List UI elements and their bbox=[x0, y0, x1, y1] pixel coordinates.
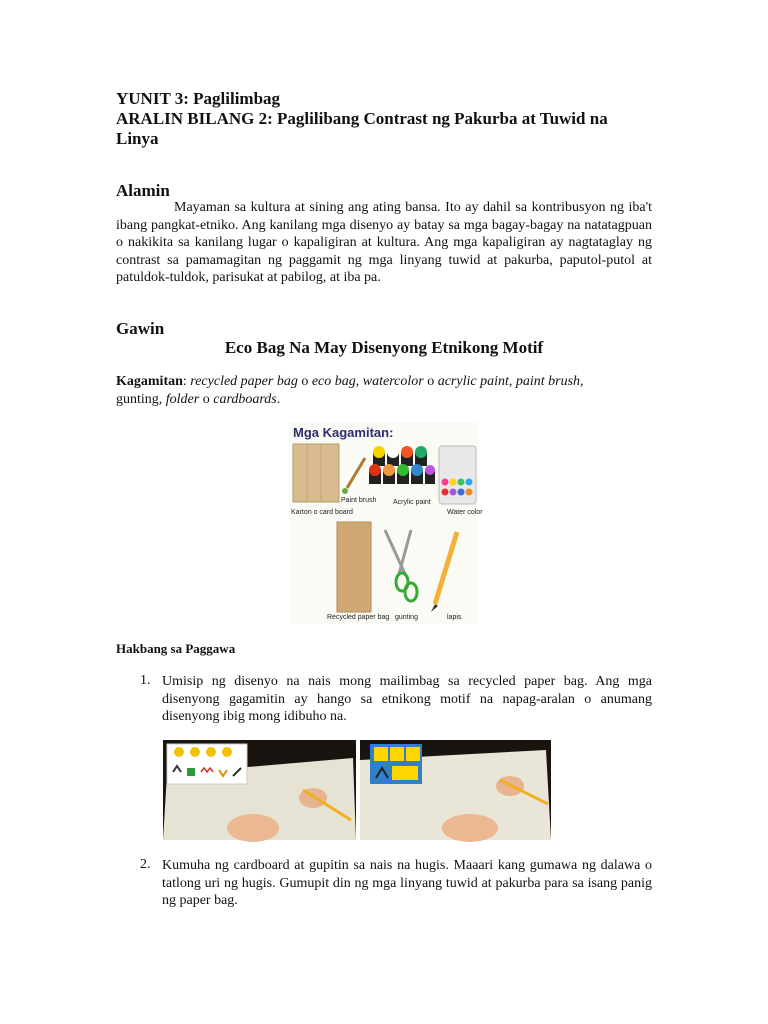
step-number: 2. bbox=[140, 857, 151, 872]
label-brush: Paint brush bbox=[341, 497, 377, 504]
gawin-heading: Gawin bbox=[116, 319, 165, 338]
material-acrylic: acrylic paint bbox=[437, 374, 509, 389]
label-pencil: lapis bbox=[447, 614, 462, 621]
sep: o bbox=[199, 391, 214, 407]
materials-illustration bbox=[289, 422, 483, 624]
material-folder: folder bbox=[165, 391, 200, 407]
material-scissors: gunting, bbox=[116, 391, 166, 407]
activity-title: Eco Bag Na May Disenyong Etnikong Motif bbox=[224, 338, 544, 357]
step-photo-1 bbox=[163, 740, 356, 840]
label-acrylic: Acrylic paint bbox=[393, 499, 431, 506]
label-paperbag: Recycled paper bag bbox=[327, 614, 390, 621]
material-paper-bag: recycled paper bag bbox=[190, 374, 298, 389]
sep: . bbox=[276, 391, 281, 407]
material-brush: paint brush, bbox=[515, 374, 584, 389]
label-cardboard: Karton o card board bbox=[291, 509, 353, 516]
lesson-title: ARALIN BILANG 2: Paglilibang Contrast ng Pakurba at Tuwid na bbox=[116, 109, 608, 128]
material-cardboards: cardboards bbox=[213, 391, 277, 407]
label-scissors: gunting bbox=[395, 614, 418, 621]
material-eco-bag: eco bag bbox=[311, 374, 356, 389]
step-photo-2 bbox=[360, 740, 551, 840]
sep: o bbox=[423, 374, 438, 389]
materials-image bbox=[289, 422, 483, 624]
step-text: Kumuha ng cardboard at gupitin sa nais na hugis. Maaari kang gumawa ng dalawa o tatlong uri ng hugis. Gumupit din ng mga linyang tuwid at pakurba para sa isang panig ng paper bag. bbox=[162, 858, 652, 908]
materials-label: Kagamitan bbox=[116, 374, 183, 389]
lesson-title-cont: Linya bbox=[116, 129, 159, 148]
sep: o bbox=[297, 374, 312, 389]
materials-text bbox=[116, 373, 652, 408]
alamin-paragraph: Mayaman sa kultura at sining ang ating bansa. Ito ay dahil sa kontribusyon ng iba't ibang pangkat-etniko. Ang kanilang mga disenyo ay batay sa mga bagay-bagay na natatagpuan o nakikita sa kanilang lugar o kapaligiran at kultura. Ang mga kapaligiran ay nagtataglay ng contrast sa pamamagitan ng paggamit ng mga linyang tuwid at pakurba, paputol-putol at patuldok-tuldok, parisukat at pabilog, at iba pa. bbox=[116, 200, 652, 285]
cardboard-icon bbox=[293, 444, 339, 502]
steps-heading: Hakbang sa Paggawa bbox=[116, 641, 236, 656]
step-number: 1. bbox=[140, 673, 151, 688]
material-watercolor: watercolor bbox=[362, 374, 424, 389]
hand-drawing-illustration bbox=[163, 740, 356, 840]
sep: , bbox=[508, 374, 516, 389]
label-watercolor: Water color bbox=[447, 509, 483, 516]
materials-image-title: Mga Kagamitan: bbox=[293, 425, 394, 440]
acrylic-paint-icon bbox=[369, 446, 435, 484]
step-text: Umisip ng disenyo na nais mong mailimbag sa recycled paper bag. Ang mga disenyong gagamitin ay hango sa etnikong motif na napag-aralan o anumang disenyong ibig mong idibuho na. bbox=[162, 674, 652, 724]
hand-drawing-illustration bbox=[360, 740, 551, 840]
paper-bag-icon bbox=[337, 522, 371, 612]
alamin-heading: Alamin bbox=[116, 181, 170, 200]
sep: : bbox=[182, 374, 191, 389]
unit-title: YUNIT 3: Paglilimbag bbox=[116, 89, 281, 108]
sep: , bbox=[355, 374, 363, 389]
